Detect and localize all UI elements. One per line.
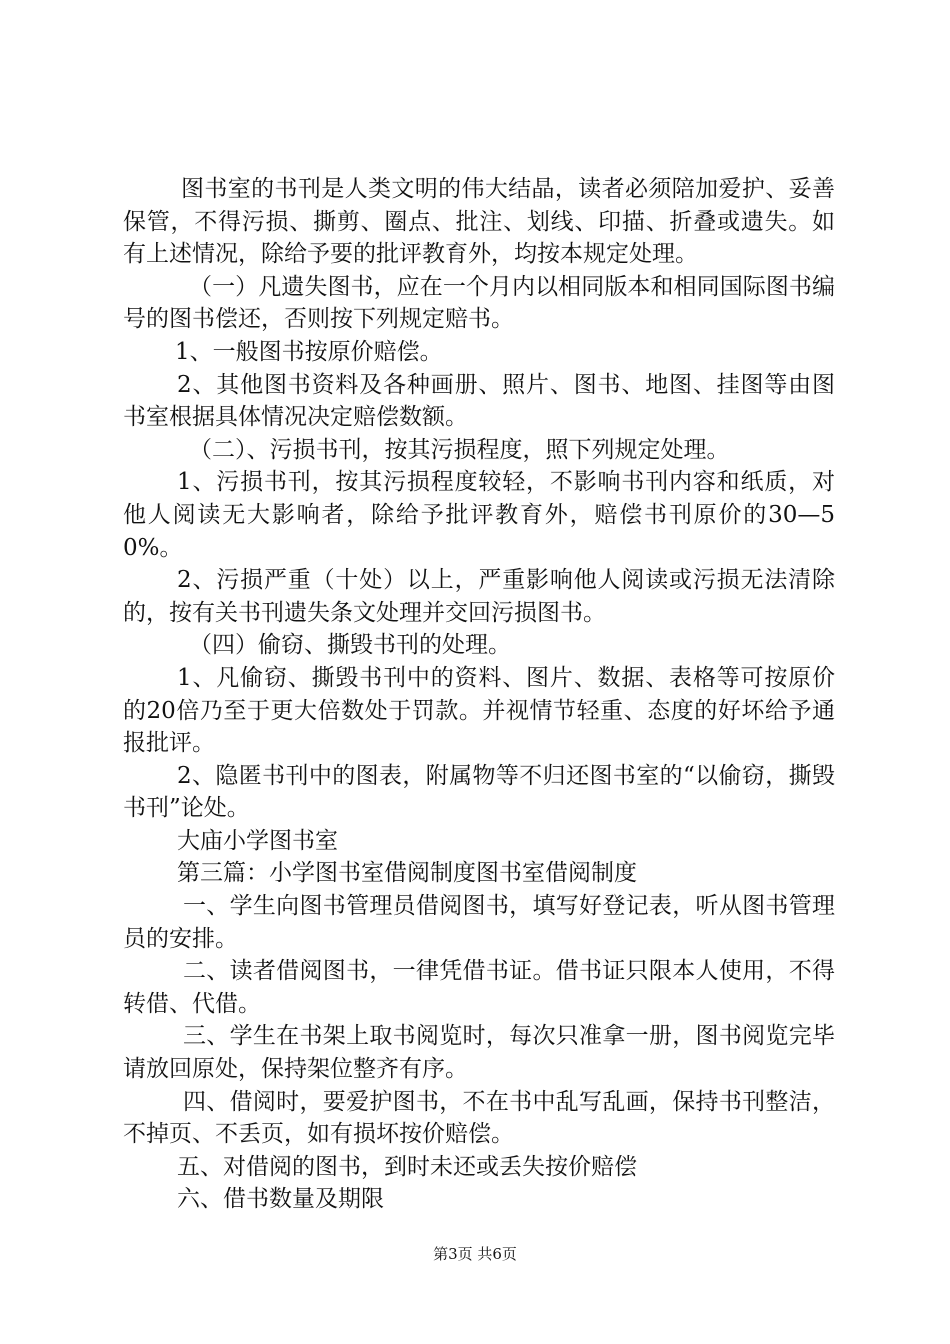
paragraph: 图书室的书刊是人类文明的伟大结晶，读者必须陪加爱护、妥善保管，不得污损、撕剪、圈点、批注、划线、印描、折叠或遗失。如有上述情况，除给予要的批评教育外，均按本规定处理。 xyxy=(123,176,835,268)
paragraph: （二）、污损书刊，按其污损程度，照下列规定处理。 xyxy=(189,436,730,463)
paragraph: （四）偷窃、撕毁书刊的处理。 xyxy=(189,632,511,659)
paragraph: （一）凡遗失图书，应在一个月内以相同版本和相同国际图书编号的图书偿还，否则按下列规定赔书。 xyxy=(123,273,835,333)
paragraph: 2、其他图书资料及各种画册、照片、图书、地图、挂图等由图书室根据具体情况决定赔偿数额。 xyxy=(123,371,835,431)
paragraph: 六、借书数量及期限 xyxy=(177,1186,384,1213)
paragraph: 二、读者借阅图书，一律凭借书证。借书证只限本人使用，不得转借、代借。 xyxy=(123,958,835,1017)
paragraph: 2、隐匿书刊中的图表，附属物等不归还图书室的“以偷窃，撕毁书刊”论处。 xyxy=(123,762,835,822)
paragraph: 一、学生向图书管理员借阅图书，填写好登记表，听从图书管理员的安排。 xyxy=(123,893,835,952)
paragraph: 1、污损书刊，按其污损程度较轻，不影响书刊内容和纸质，对他人阅读无大影响者，除给予批评教育外，赔偿书刊原价的30—50%。 xyxy=(123,469,835,561)
paragraph: 1、一般图书按原价赔偿。 xyxy=(175,338,443,365)
paragraph: 1、凡偷窃、撕毁书刊中的资料、图片、数据、表格等可按原价的20倍乃至于更大倍数处于罚款。并视情节轻重、态度的好坏给予通报批评。 xyxy=(123,664,835,757)
paragraph: 2、污损严重（十处）以上，严重影响他人阅读或污损无法清除的，按有关书刊遗失条文处理并交回污损图书。 xyxy=(123,567,835,626)
paragraph: 三、学生在书架上取书阅览时，每次只准拿一册，图书阅览完毕请放回原处，保持架位整齐有序。 xyxy=(123,1023,835,1083)
signature-line: 大庙小学图书室 xyxy=(177,827,338,854)
paragraph: 五、对借阅的图书，到时未还或丢失按价赔偿 xyxy=(177,1153,637,1180)
section-heading: 第三篇：小学图书室借阅制度图书室借阅制度 xyxy=(177,860,637,887)
paragraph: 四、借阅时，要爱护图书，不在书中乱写乱画，保持书刊整洁，不掉页、不丢页，如有损坏按价赔偿。 xyxy=(123,1088,835,1148)
page-footer: 第3页 共6页 xyxy=(433,1245,517,1263)
document-body xyxy=(123,173,835,1216)
